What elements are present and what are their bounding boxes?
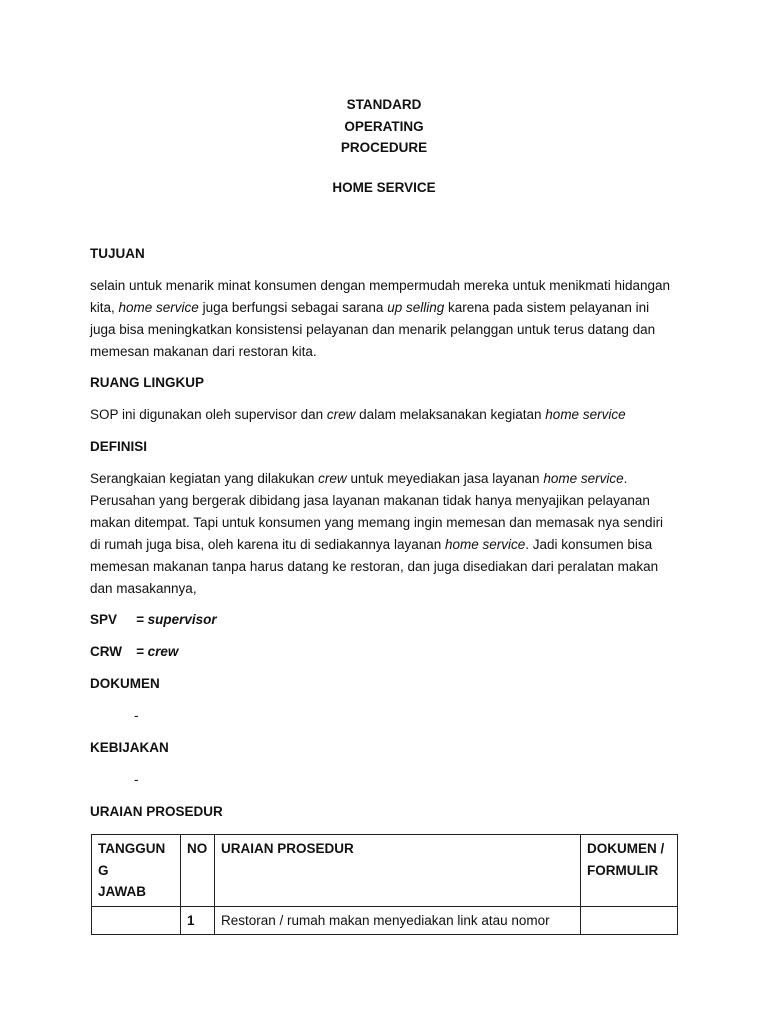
tujuan-text-3: karena pada sistem pelayanan ini juga bisa meningkatkan konsistensi pelayanan dan menarik pelanggan untuk terus datang dan memesan makanan dari restoran kita.	[90, 300, 656, 359]
paragraph-ruang-lingkup	[90, 404, 675, 426]
title-line-2: OPERATING	[344, 118, 424, 134]
header-uraian-prosedur: URAIAN PROSEDUR	[214, 835, 580, 907]
abbreviation-value	[136, 612, 217, 627]
ruang-lingkup-text-1: SOP ini digunakan oleh supervisor dan	[90, 407, 327, 422]
abbreviation-value	[136, 644, 178, 659]
dokumen-value: -	[134, 708, 139, 723]
heading-uraian-prosedur: URAIAN PROSEDUR	[90, 804, 223, 819]
definisi-text-1: Serangkaian kegiatan yang dilakukan	[90, 471, 319, 486]
cell-no: 1	[180, 906, 214, 935]
table-row	[92, 906, 678, 935]
ruang-lingkup-em-2: home service	[545, 407, 626, 422]
header-line: DOKUMEN /	[587, 841, 665, 856]
header-no: NO	[180, 835, 214, 907]
tujuan-text-2: juga berfungsi sebagai sarana	[198, 300, 388, 315]
abbreviation-crw	[90, 644, 178, 659]
cell-penanggung-jawab	[92, 906, 181, 935]
header-dokumen-formulir	[581, 835, 678, 907]
heading-definisi: DEFINISI	[90, 439, 148, 454]
abbreviation-spv	[90, 612, 217, 627]
title-line-1: STANDARD	[346, 97, 422, 112]
abbreviation-key: SPV	[90, 612, 118, 627]
paragraph-definisi	[90, 468, 675, 600]
header-line: FORMULIR	[587, 862, 659, 878]
cell-dokumen	[581, 906, 678, 935]
abbreviation-key: CRW	[90, 644, 122, 659]
kebijakan-value: -	[134, 772, 139, 787]
abbreviation-value-text: = supervisor	[136, 612, 217, 627]
heading-ruang-lingkup: RUANG LINGKUP	[90, 375, 204, 390]
procedure-table	[91, 834, 678, 935]
heading-tujuan: TUJUAN	[90, 246, 145, 261]
header-line: G	[98, 862, 109, 878]
header-line: JAWAB	[98, 884, 147, 899]
tujuan-em-1: home service	[118, 300, 199, 315]
header-line: TANGGUN	[98, 841, 166, 856]
definisi-em-3: home service	[444, 537, 526, 552]
document-title	[0, 94, 768, 159]
definisi-em-2: home service	[543, 471, 624, 486]
definisi-em-1: crew	[318, 471, 347, 486]
cell-uraian: Restoran / rumah makan menyediakan link atau nomor	[214, 906, 580, 935]
heading-kebijakan: KEBIJAKAN	[90, 740, 169, 755]
table-header-row	[92, 835, 678, 907]
document-subtitle: HOME SERVICE	[332, 180, 436, 195]
abbreviation-value-text: = crew	[136, 644, 179, 659]
definisi-text-4: . Jadi konsumen bisa memesan makanan tanpa harus datang ke restoran, dan juga disediakan dari peralatan makan dan masakannya,	[90, 537, 659, 596]
paragraph-tujuan	[90, 275, 675, 363]
tujuan-text-1: selain untuk menarik minat konsumen dengan mempermudah mereka untuk menikmati hidangan kita,	[90, 278, 671, 315]
heading-dokumen: DOKUMEN	[90, 676, 160, 691]
title-line-3: PROCEDURE	[340, 140, 428, 155]
header-penanggung-jawab	[92, 835, 181, 907]
definisi-text-3: . Perusahan yang bergerak dibidang jasa layanan makanan tidak hanya menyajikan pelayanan makan ditempat. Tapi untuk konsumen yang memang ingin memesan dan memasak nya sendiri di rumah juga bisa, oleh karena itu di sediakannya layanan	[90, 471, 664, 552]
tujuan-em-2: up selling	[387, 300, 445, 315]
ruang-lingkup-text-2: dalam melaksanakan kegiatan	[355, 407, 546, 422]
ruang-lingkup-em-1: crew	[326, 407, 356, 422]
definisi-text-2: untuk meyediakan jasa layanan	[346, 471, 544, 486]
